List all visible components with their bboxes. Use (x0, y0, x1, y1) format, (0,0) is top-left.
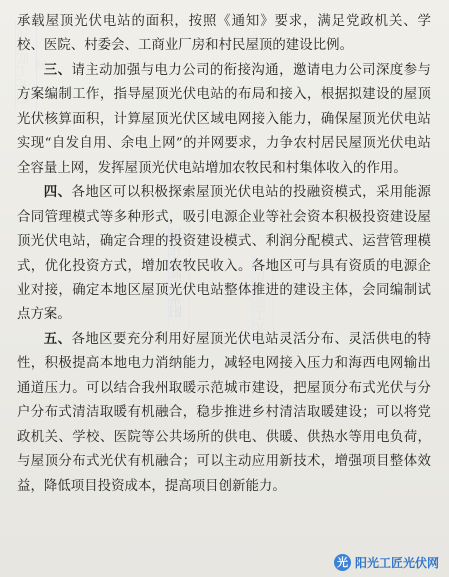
paragraph-number: 五、 (43, 331, 72, 347)
logo-text: 阳光工匠光伏网 (354, 556, 439, 570)
paragraph-text: 承载屋顶光伏电站的面积，按照《通知》要求，满足党政机关、学校、医院、村委会、工商业厂房和村民屋顶的建设比例。 (17, 14, 431, 54)
watermark-stamp: 阳光工匠光伏网 (15, 20, 37, 110)
paragraph-number: 三、 (43, 62, 72, 78)
paragraph-text: 各地区可以积极探索屋顶光伏电站的投融资模式，采用能源合同管理模式等多种形式，吸引电源企业等社会资本积极投资建设屋顶光伏电站，确定合理的投资建设模式、利润分配模式、运营管理模式，优化投资方式，增加农牧民收入。各地区可与具有资质的电源企业对接，确定本地区屋顶光伏电站整体推进的建设主体，会同编制试点方案。 (17, 185, 431, 323)
paragraph-three (17, 59, 431, 181)
paragraph-four (17, 181, 431, 328)
watermark-stamp: 阳光工匠光伏网 (168, 218, 190, 328)
site-logo (334, 554, 439, 571)
watermark-stamp: 阳光工匠光伏网 (252, 255, 274, 350)
paragraph-continuation (17, 10, 431, 59)
sun-logo-icon: 光 (334, 554, 351, 571)
paragraph-text: 各地区要充分利用好屋顶光伏电站灵活分布、灵活供电的特性，积极提高本地电力消纳能力，减轻电网接入压力和海西电网输出通道压力。可以结合我州取暖示范城市建设，把屋顶分布式光伏与分户分布式清洁取暖有机融合，稳步推进乡村清洁取暖建设；可以将党政机关、学校、医院等公共场所的供电、供暖、供热水等用电负荷，与屋顶分布式光伏有机融合；可以主动应用新技术，增强项目整体效益，降低项目投资成本，提高项目创新能力。 (17, 331, 431, 494)
paragraph-number: 四、 (43, 185, 72, 201)
paragraph-five (17, 328, 431, 499)
paragraph-text: 请主动加强与电力公司的衔接沟通，邀请电力公司深度参与方案编制工作，指导屋顶光伏电站的布局和接入，根据拟建设的屋顶光伏核算面积，计算屋顶光伏区域电网接入能力，确保屋顶光伏电站实现“自发自用、余电上网”的并网要求，力争农村居民屋顶光伏电站全容量上网，发挥屋顶光伏电站增加农牧民和村集体收入的作用。 (17, 62, 431, 176)
document-body (17, 10, 431, 499)
